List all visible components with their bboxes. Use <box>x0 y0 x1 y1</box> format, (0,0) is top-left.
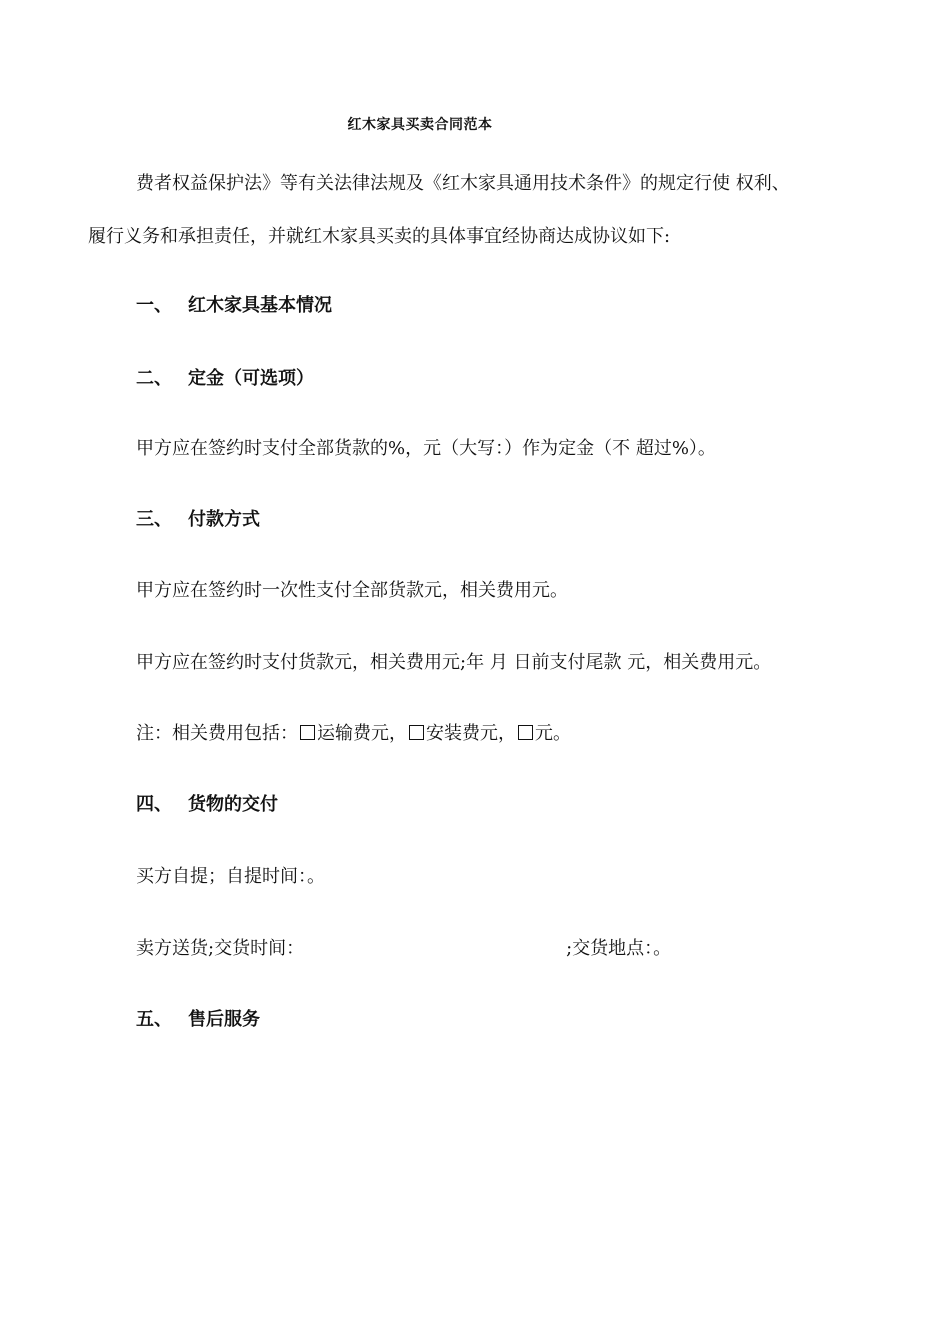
pickup-paragraph: 买方自提；自提时间：。 <box>136 866 325 887</box>
deposit-paragraph: 甲方应在签约时支付全部货款的%，元（大写：）作为定金（不 超过%）。 <box>136 438 716 459</box>
section-heading-4 <box>136 793 278 817</box>
section-number: 二、 <box>136 368 172 389</box>
section-number: 四、 <box>136 794 172 815</box>
installation-fee-checkbox[interactable] <box>409 725 424 740</box>
delivery-location-label: ;交货地点：。 <box>566 938 672 959</box>
section-title: 售后服务 <box>188 1009 260 1030</box>
other-fee-checkbox[interactable] <box>518 725 533 740</box>
intro-paragraph-line-2: 履行义务和承担责任，并就红木家具买卖的具体事宜经协商达成协议如下: <box>88 226 671 247</box>
section-heading-5 <box>136 1008 260 1032</box>
payment-paragraph-2: 甲方应在签约时支付货款元，相关费用元;年 月 日前支付尾款 元，相关费用元。 <box>136 652 772 673</box>
section-title: 红木家具基本情况 <box>188 295 332 316</box>
transport-fee-checkbox[interactable] <box>300 725 315 740</box>
intro-paragraph-line-1: 费者权益保护法》等有关法律法规及《红木家具通用技术条件》的规定行使 权利、 <box>136 173 790 194</box>
section-title: 定金（可选项） <box>188 368 314 389</box>
delivery-paragraph <box>136 937 671 961</box>
delivery-time-label: 卖方送货;交货时间： <box>136 938 305 959</box>
installation-fee-label: 安装费元， <box>426 723 516 744</box>
section-number: 一、 <box>136 295 172 316</box>
section-title: 付款方式 <box>188 509 260 530</box>
section-title: 货物的交付 <box>188 794 278 815</box>
document-title: 红木家具买卖合同范本 <box>347 117 493 133</box>
section-heading-2 <box>136 367 314 391</box>
transport-fee-label: 运输费元， <box>317 723 407 744</box>
payment-paragraph-1: 甲方应在签约时一次性支付全部货款元，相关费用元。 <box>136 580 568 601</box>
section-heading-1 <box>136 294 332 318</box>
section-number: 五、 <box>136 1009 172 1030</box>
other-fee-label: 元。 <box>535 723 571 744</box>
fees-note-prefix: 注：相关费用包括： <box>136 723 298 744</box>
section-heading-3 <box>136 508 260 532</box>
fees-note <box>136 722 571 746</box>
section-number: 三、 <box>136 509 172 530</box>
